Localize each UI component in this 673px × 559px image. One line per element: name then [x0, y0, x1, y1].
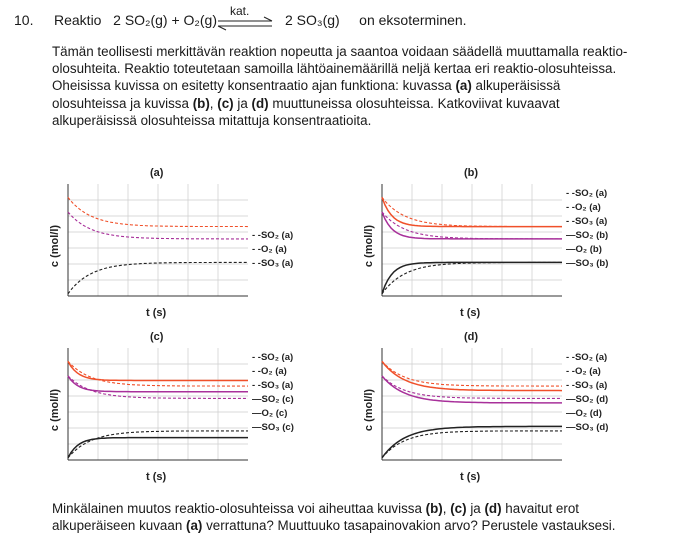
bottom-text-3: havaitut erot alkuperäiseen kuvaan — [52, 501, 579, 534]
reaction-rhs-text — [285, 12, 467, 28]
bottom-sep: , — [442, 501, 451, 516]
reaction-tail: on eksoterminen. — [359, 12, 467, 28]
legend-entry: - -SO₃ (a) — [566, 216, 608, 227]
chart-title: (a) — [150, 167, 164, 179]
chart-title: (c) — [150, 331, 164, 343]
bottom-ref-b: (b) — [425, 501, 443, 516]
legend-entry: —SO₂ (b) — [566, 230, 609, 241]
legend-entry: - -SO₂ (a) — [566, 188, 608, 199]
reaction-rhs: 2 SO₃(g) — [285, 12, 340, 28]
intro-sep: , — [209, 95, 218, 111]
intro-ref-b: (b) — [192, 95, 210, 111]
bottom-text-2: ja — [466, 501, 485, 516]
equilibrium-arrow-icon — [214, 16, 274, 42]
question-number: 10. — [14, 12, 34, 28]
legend-entry: - -SO₂ (a) — [252, 352, 294, 363]
legend-entry: - -SO₂ (a) — [566, 352, 608, 363]
intro-ref-a: (a) — [455, 78, 472, 94]
legend-entry: —O₂ (d) — [566, 408, 602, 419]
legend-entry: —SO₂ (c) — [252, 394, 294, 405]
bottom-text-1: Minkälainen muutos reaktio-olosuhteissa voi aiheuttaa kuvissa — [52, 501, 426, 516]
question-paragraph — [52, 500, 637, 534]
bottom-ref-d: (d) — [484, 501, 502, 516]
question-header — [14, 6, 664, 30]
reaction-lhs: 2 SO₂(g) + O₂(g) — [113, 12, 217, 28]
legend-entry: - -O₂ (a) — [566, 202, 601, 213]
equilibrium-arrow — [218, 6, 270, 28]
intro-ref-c: (c) — [217, 95, 234, 111]
intro-text-1: Tämän teollisesti merkittävän reaktion nopeutta ja saantoa voidaan säädellä muuttamalla reaktio-olosuhteita. Reaktio toteutetaan samoilla lähtöainemäärillä neljä kertaa eri reaktio-olosuhteissa. Oheisissa kuvissa on esitetty konsentraatio ajan funktiona: kuvassa — [52, 44, 628, 94]
y-axis-label: c (mol/l) — [363, 388, 375, 432]
intro-text-3: ja — [233, 95, 252, 111]
x-axis-label: t (s) — [146, 307, 167, 319]
x-axis-label: t (s) — [460, 471, 481, 483]
x-axis-label: t (s) — [146, 471, 167, 483]
concentration-charts — [0, 160, 673, 490]
legend-entry: —O₂ (c) — [252, 408, 288, 419]
y-axis-label: c (mol/l) — [49, 388, 61, 432]
legend-entry: —SO₃ (b) — [566, 258, 609, 269]
chart-title: (d) — [464, 331, 479, 343]
legend-entry: - -SO₃ (a) — [252, 258, 294, 269]
legend-entry: —SO₃ (d) — [566, 422, 609, 433]
legend-entry: - -SO₃ (a) — [252, 380, 294, 391]
bottom-ref-a: (a) — [186, 518, 203, 534]
legend-entry: - -SO₃ (a) — [566, 380, 608, 391]
reaction-word: Reaktio — [54, 12, 102, 28]
legend-entry: - -SO₂ (a) — [252, 230, 294, 241]
intro-paragraph — [52, 43, 637, 129]
legend-entry: - -O₂ (a) — [252, 244, 287, 255]
intro-text-2: alkuperäisissä olosuhteissa ja kuvissa — [52, 78, 561, 111]
reaction-lhs-text — [54, 12, 217, 28]
catalyst-label: kat. — [230, 4, 250, 18]
chart-title: (b) — [464, 167, 479, 179]
legend-entry: - -O₂ (a) — [252, 366, 287, 377]
legend-entry: —SO₃ (c) — [252, 422, 294, 433]
y-axis-label: c (mol/l) — [363, 224, 375, 268]
intro-ref-d: (d) — [251, 95, 269, 111]
legend-entry: —SO₂ (d) — [566, 394, 609, 405]
bottom-ref-c: (c) — [450, 501, 467, 516]
legend-entry: —O₂ (b) — [566, 244, 602, 255]
y-axis-label: c (mol/l) — [49, 224, 61, 268]
bottom-text-4: verrattuna? Muuttuuko tasapainovakion arvo? Perustele vastauksesi. — [202, 518, 616, 534]
x-axis-label: t (s) — [460, 307, 481, 319]
intro-text-4: muuttuneissa olosuhteissa. Katkoviivat kuvaavat alkuperäisissä olosuhteissa mitattuja konsentraatioita. — [52, 95, 560, 128]
legend-entry: - -O₂ (a) — [566, 366, 601, 377]
